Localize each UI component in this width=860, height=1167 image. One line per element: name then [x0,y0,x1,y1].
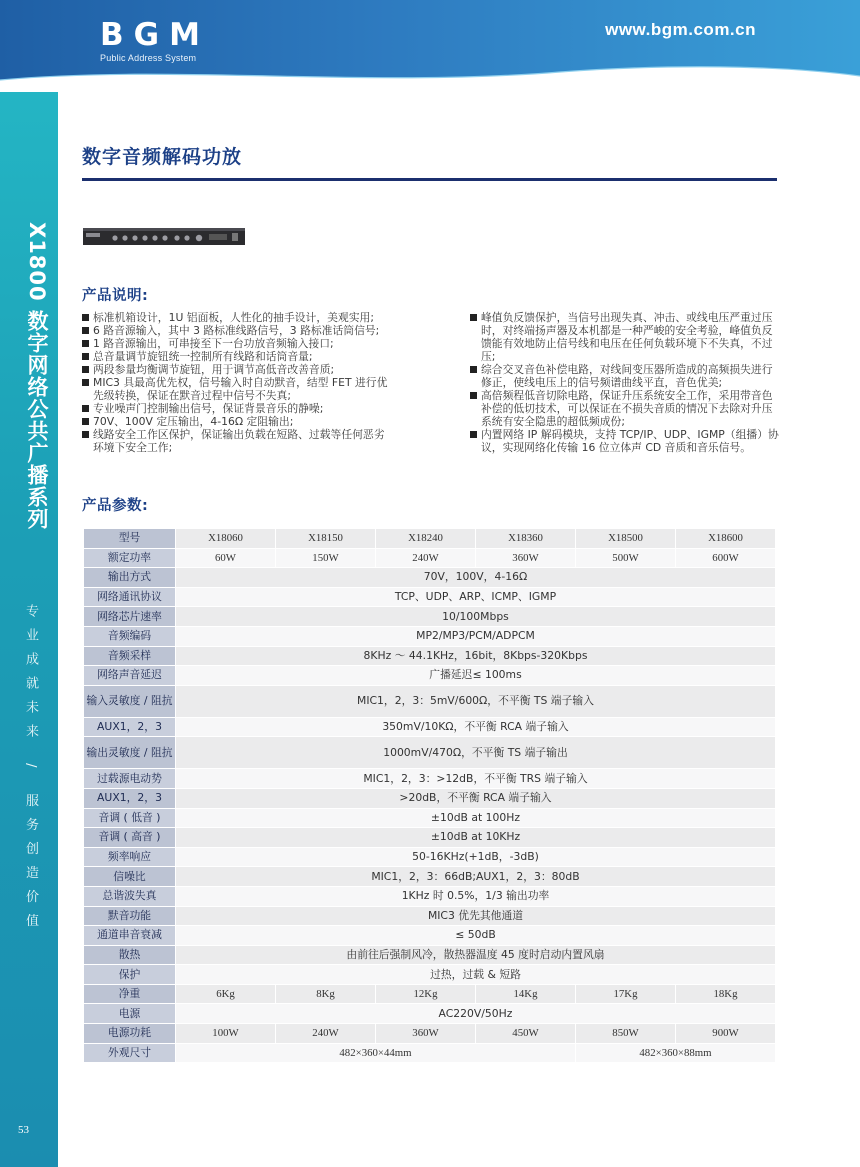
spec-value: X18060 [176,529,276,549]
series-title: X1800 数字网络公共广播系列 [25,222,49,530]
spec-value: X18150 [276,529,376,549]
spec-label: 网络通讯协议 [84,587,176,607]
spec-label: 净重 [84,984,176,1004]
description-item-left [82,350,392,363]
spec-label: 总谐波失真 [84,886,176,906]
spec-value: 14Kg [476,984,576,1004]
spec-value: 广播延迟≤ 100ms [176,666,776,686]
spec-value: 850W [576,1024,676,1044]
spec-value: X18240 [376,529,476,549]
spec-value: X18500 [576,529,676,549]
spec-row [84,1024,776,1044]
description-text: 两段参量均衡调节旋钮，用于调节高低音改善音质; [93,363,335,376]
title-divider [82,178,777,181]
spec-row [84,828,776,848]
spec-row [84,945,776,965]
spec-value: MIC1，2，3：5mV/600Ω，不平衡 TS 端子输入 [176,685,776,717]
spec-value: 由前往后强制风冷，散热器温度 45 度时启动内置风扇 [176,945,776,965]
spec-row [84,906,776,926]
spec-value: 70V，100V，4-16Ω [176,568,776,588]
description-text: 综合交叉音色补偿电路，对线间变压器所造成的高频损失进行修正，使线电压上的信号频谱曲线平直，音色优美; [481,363,773,389]
bullet-square-icon [470,314,477,321]
spec-label: 音频采样 [84,646,176,666]
bullet-square-icon [470,366,477,373]
description-text: MIC3 具最高优先权，信号输入时自动默音，结型 FET 进行优先级转换，保证在默音过程中信号不失真; [93,376,388,402]
description-text: 70V、100V 定压输出，4-16Ω 定阻输出; [93,415,294,428]
spec-value: 1KHz 时 0.5%，1/3 输出功率 [176,886,776,906]
spec-row [84,984,776,1004]
spec-value: MP2/MP3/PCM/ADPCM [176,626,776,646]
description-text: 线路安全工作区保护，保证输出负载在短路、过载等任何恶劣环境下安全工作; [93,428,385,454]
spec-row [84,529,776,549]
spec-label: 输出灵敏度 / 阻抗 [84,737,176,769]
spec-label: 输入灵敏度 / 阻抗 [84,685,176,717]
bullet-square-icon [82,314,89,321]
spec-value: 10/100Mbps [176,607,776,627]
description-item-left [82,337,392,350]
bullet-square-icon [82,340,89,347]
logo-text: BGM [100,17,210,53]
spec-label: 电源 [84,1004,176,1024]
description-text: 总音量调节旋钮统一控制所有线路和话筒音量; [93,350,313,363]
spec-table [83,528,776,1063]
description-text: 专业噪声门控制输出信号，保证背景音乐的静噪; [93,402,324,415]
spec-value: MIC1，2，3：>12dB，不平衡 TRS 端子输入 [176,769,776,789]
description-item-left [82,428,392,454]
logo-tagline: Public Address System [100,53,197,63]
description-text: 标准机箱设计，1U 铝面板，人性化的抽手设计，美观实用; [93,311,374,324]
spec-label: 外观尺寸 [84,1043,176,1063]
website-url: www.bgm.com.cn [605,20,756,39]
spec-row [84,666,776,686]
spec-row [84,847,776,867]
spec-label: 默音功能 [84,906,176,926]
spec-value: AC220V/50Hz [176,1004,776,1024]
description-item-right [470,363,780,389]
spec-value: 18Kg [676,984,776,1004]
spec-label: 网络芯片速率 [84,607,176,627]
spec-label: 输出方式 [84,568,176,588]
spec-value: 350mV/10KΩ，不平衡 RCA 端子输入 [176,717,776,737]
spec-value: X18360 [476,529,576,549]
spec-value: 600W [676,548,776,568]
description-text: 峰值负反馈保护，当信号出现失真、冲击、或线电压严重过压时，对终端扬声器及本机都是一种严峻的安全考验，峰值负反馈能有效地防止信号线和电压在任何负载环境下不失真，不过压; [481,311,773,363]
bullet-square-icon [82,327,89,334]
description-item-right [470,311,780,363]
sidebar [0,92,58,1167]
description-right-list [470,311,780,454]
page-number: 53 [18,1124,29,1136]
spec-value: TCP、UDP、ARP、ICMP、IGMP [176,587,776,607]
spec-label: 网络声音延迟 [84,666,176,686]
spec-label: 过载源电动势 [84,769,176,789]
spec-value: 6Kg [176,984,276,1004]
spec-label: 散热 [84,945,176,965]
spec-label: 频率响应 [84,847,176,867]
amplifier-device-image [83,228,245,245]
description-item-left [82,402,392,415]
section-title-params: 产品参数: [82,498,149,514]
bullet-square-icon [82,379,89,386]
spec-label: 电源功耗 [84,1024,176,1044]
spec-row [84,926,776,946]
spec-value: 482×360×88mm [576,1043,776,1063]
spec-label: AUX1，2，3 [84,788,176,808]
spec-value: 150W [276,548,376,568]
spec-label: 音频编码 [84,626,176,646]
spec-value: 360W [476,548,576,568]
header-wave-decoration [0,62,860,92]
bullet-square-icon [82,366,89,373]
section-title-description: 产品说明: [82,288,149,304]
description-item-right [470,389,780,428]
spec-label: 音调 ( 低音 ) [84,808,176,828]
spec-value: 500W [576,548,676,568]
spec-value: 100W [176,1024,276,1044]
spec-row [84,717,776,737]
spec-value: ≤ 50dB [176,926,776,946]
bullet-square-icon [82,418,89,425]
bullet-square-icon [470,392,477,399]
spec-row [84,965,776,985]
spec-row [84,737,776,769]
description-text: 6 路音源输入，其中 3 路标准线路信号，3 路标准话筒信号; [93,324,380,337]
spec-value: 240W [276,1024,376,1044]
spec-value: 450W [476,1024,576,1044]
brand-logo [100,18,210,63]
spec-value: 50-16KHz(+1dB，-3dB) [176,847,776,867]
spec-value: ±10dB at 10KHz [176,828,776,848]
description-text: 内置网络 IP 解码模块，支持 TCP/IP、UDP、IGMP（组播）协议，实现网络化传输 16 位立体声 CD 音质和音乐信号。 [481,428,779,454]
spec-label: 音调 ( 高音 ) [84,828,176,848]
spec-label: 额定功率 [84,548,176,568]
description-text: 1 路音源输出，可串接至下一台功放音频输入接口; [93,337,334,350]
spec-value: 360W [376,1024,476,1044]
spec-row [84,769,776,789]
spec-row [84,788,776,808]
bullet-square-icon [82,405,89,412]
spec-value: X18600 [676,529,776,549]
spec-label: 保护 [84,965,176,985]
spec-row [84,646,776,666]
spec-value: ±10dB at 100Hz [176,808,776,828]
spec-row [84,685,776,717]
spec-label: 型号 [84,529,176,549]
spec-row [84,1004,776,1024]
bullet-square-icon [82,353,89,360]
page-title: 数字音频解码功放 [82,146,243,168]
slogan: 专业成就未来 / 服务创造价值 [23,604,38,938]
spec-value: 8KHz ～ 44.1KHz，16bit，8Kbps-320Kbps [176,646,776,666]
description-item-left [82,376,392,402]
spec-value: 60W [176,548,276,568]
spec-label: 信噪比 [84,867,176,887]
spec-value: MIC3 优先其他通道 [176,906,776,926]
description-left-list [82,311,392,454]
spec-value: 482×360×44mm [176,1043,576,1063]
description-item-left [82,324,392,337]
spec-value: 12Kg [376,984,476,1004]
bullet-square-icon [470,431,477,438]
spec-row [84,587,776,607]
spec-label: AUX1，2，3 [84,717,176,737]
bullet-square-icon [82,431,89,438]
description-item-left [82,311,392,324]
spec-value: MIC1，2，3：66dB;AUX1，2，3：80dB [176,867,776,887]
spec-row [84,867,776,887]
spec-row [84,607,776,627]
spec-row [84,626,776,646]
spec-value: 8Kg [276,984,376,1004]
spec-value: 17Kg [576,984,676,1004]
description-text: 高倍频程低音切除电路，保证升压系统安全工作，采用带音色补偿的低切技术，可以保证在不损失音质的情况下去除对升压系统有安全隐患的超低频成份; [481,389,773,428]
spec-row [84,886,776,906]
spec-value: >20dB，不平衡 RCA 端子输入 [176,788,776,808]
description-item-right [470,428,780,454]
spec-row [84,568,776,588]
spec-value: 240W [376,548,476,568]
description-item-left [82,363,392,376]
spec-row [84,1043,776,1063]
spec-row [84,548,776,568]
spec-row [84,808,776,828]
spec-value: 1000mV/470Ω，不平衡 TS 端子输出 [176,737,776,769]
spec-value: 900W [676,1024,776,1044]
spec-value: 过热，过载 & 短路 [176,965,776,985]
description-item-left [82,415,392,428]
spec-label: 通道串音衰减 [84,926,176,946]
page-header [0,0,860,92]
